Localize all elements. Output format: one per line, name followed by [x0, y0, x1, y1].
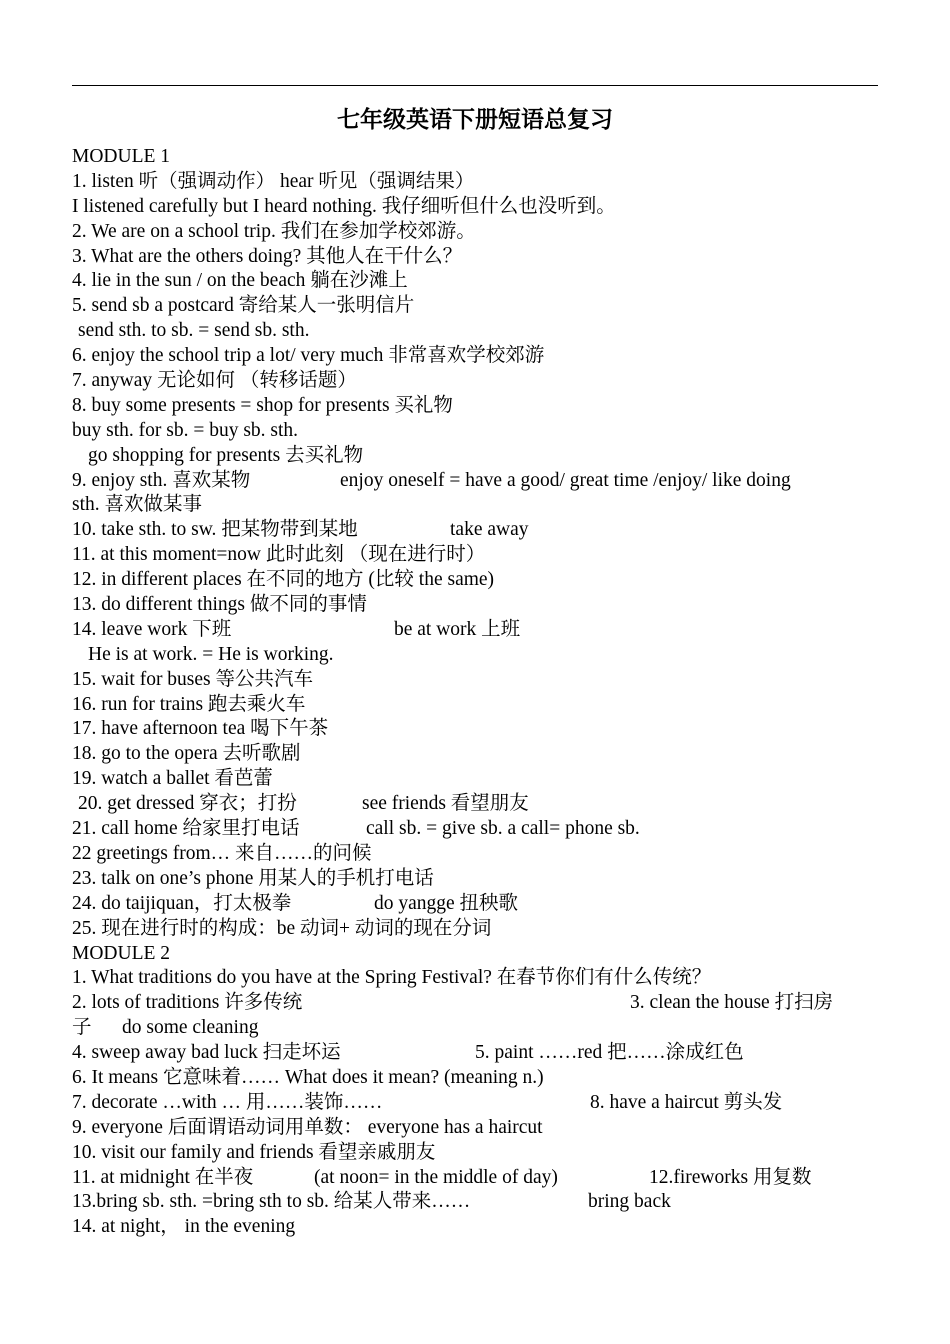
text-line: 17. have afternoon tea 喝下午茶 — [72, 718, 329, 740]
text-line: 16. run for trains 跑去乘火车 — [72, 693, 306, 715]
text-line: 8. buy some presents = shop for presents 买礼物 — [72, 394, 453, 416]
text-line: 14. at night， in the evening — [72, 1216, 296, 1238]
text-line: 11. at midnight 在半夜 (at noon= in the middle of day) 12.fireworks 用复数 — [72, 1166, 812, 1188]
module-heading: MODULE 1 — [72, 146, 171, 167]
text-line: 13.bring sb. sth. =bring sth to sb. 给某人带来…… bring back — [72, 1191, 671, 1213]
text-line: 子 do some cleaning — [72, 1017, 259, 1039]
text-line: 1. What traditions do you have at the Spring Festival? 在春节你们有什么传统？ — [72, 967, 712, 989]
text-line: He is at work. = He is working. — [88, 643, 334, 665]
text-line: 11. at this moment=now 此时此刻 （现在进行时） — [72, 544, 486, 566]
header-rule — [72, 85, 878, 86]
text-line: I listened carefully but I heard nothing. 我仔细听但什么也没听到。 — [72, 195, 616, 217]
text-line: 7. anyway 无论如何 （转移话题） — [72, 370, 357, 392]
text-line: 6. It means 它意味着…… What does it mean? (meaning n.) — [72, 1066, 544, 1088]
content-body — [72, 145, 878, 1240]
text-line: 15. wait for buses 等公共汽车 — [72, 668, 314, 690]
text-line: 21. call home 给家里打电话 call sb. = give sb. a call= phone sb. — [72, 818, 640, 840]
text-line: 24. do taijiquan，打太极拳 do yangge 扭秧歌 — [72, 892, 519, 914]
text-line: 19. watch a ballet 看芭蕾 — [72, 768, 273, 790]
text-line: buy sth. for sb. = buy sb. sth. — [72, 419, 299, 441]
text-line: 7. decorate …with … 用……装饰…… 8. have a haircut 剪头发 — [72, 1091, 783, 1113]
text-line: 5. send sb a postcard 寄给某人一张明信片 — [72, 295, 415, 317]
text-line: 4. lie in the sun / on the beach 躺在沙滩上 — [72, 270, 408, 292]
text-line: go shopping for presents 去买礼物 — [88, 444, 364, 466]
text-line: 18. go to the opera 去听歌剧 — [72, 743, 301, 765]
text-line: 1. listen 听（强调动作） hear 听见（强调结果） — [72, 170, 475, 192]
text-line: 4. sweep away bad luck 扫走坏运 5. paint ……red 把……涂成红色 — [72, 1042, 744, 1064]
text-line: 25. 现在进行时的构成：be 动词+ 动词的现在分词 — [72, 917, 492, 939]
text-line: 9. everyone 后面谓语动词用单数： everyone has a haircut — [72, 1116, 543, 1138]
text-line: 10. visit our family and friends 看望亲戚朋友 — [72, 1141, 436, 1163]
text-line: 23. talk on one’s phone 用某人的手机打电话 — [72, 867, 434, 889]
text-line: 2. lots of traditions 许多传统 3. clean the house 打扫房 — [72, 992, 834, 1014]
text-line: sth. 喜欢做某事 — [72, 494, 203, 516]
module-heading: MODULE 2 — [72, 942, 171, 964]
text-line: send sth. to sb. = send sb. sth. — [78, 320, 310, 342]
text-line: 13. do different things 做不同的事情 — [72, 594, 367, 616]
text-line: 10. take sth. to sw. 把某物带到某地 take away — [72, 519, 529, 541]
text-line: 9. enjoy sth. 喜欢某物 enjoy oneself = have a good/ great time /enjoy/ like doing — [72, 469, 791, 491]
text-line: 3. What are the others doing? 其他人在干什么？ — [72, 245, 463, 267]
text-line: 22 greetings from… 来自……的问候 — [72, 842, 372, 864]
text-line: 12. in different places 在不同的地方 (比较 the same) — [72, 569, 495, 591]
text-line: 14. leave work 下班 be at work 上班 — [72, 618, 521, 640]
page-title: 七年级英语下册短语总复习 — [337, 107, 613, 132]
text-line: 20. get dressed 穿衣；打扮 see friends 看望朋友 — [78, 793, 529, 815]
text-line: 2. We are on a school trip. 我们在参加学校郊游。 — [72, 220, 476, 242]
text-line: 6. enjoy the school trip a lot/ very much 非常喜欢学校郊游 — [72, 345, 545, 367]
